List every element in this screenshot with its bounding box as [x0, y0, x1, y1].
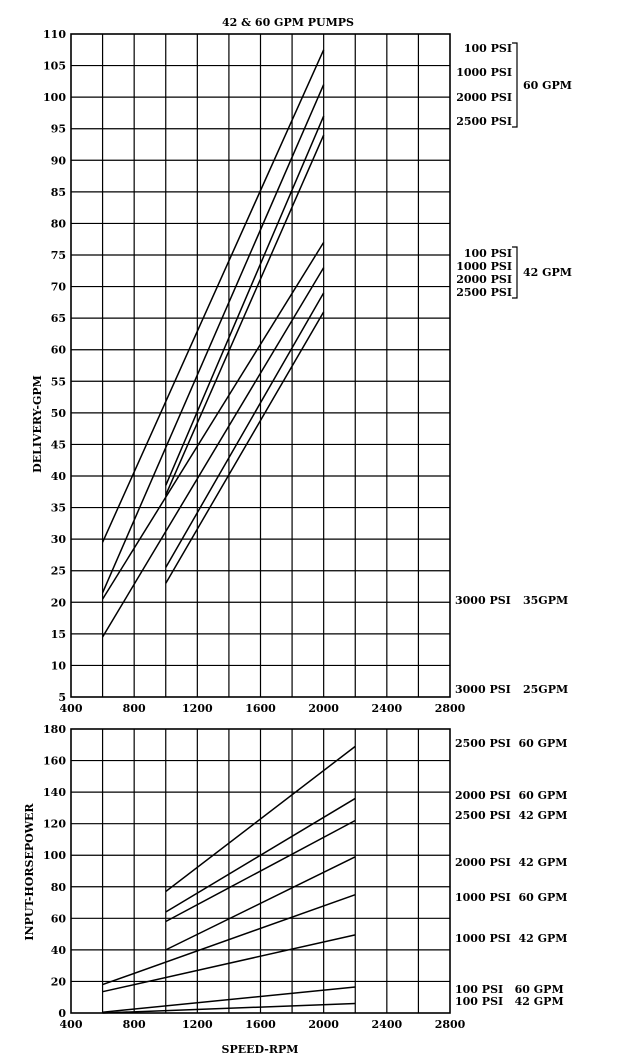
series-line-6: [103, 268, 324, 637]
legend-60-label-4: 2500 PSI: [456, 115, 512, 128]
speed-x-axis-label: SPEED-RPM: [221, 1043, 299, 1056]
annotation-3000psi-35-psi: 3000 PSI: [455, 594, 511, 607]
series-label-1: 2500 PSI 60 GPM: [455, 737, 568, 750]
legend-42-group-label: 42 GPM: [523, 266, 572, 279]
horsepower-chart: [23, 723, 567, 1056]
legend-42-label-4: 2500 PSI: [456, 286, 512, 299]
legend-group-42gpm: [456, 247, 572, 299]
y-tick-label: 80: [50, 880, 66, 894]
delivery-grid: [71, 34, 450, 697]
y-tick-label: 105: [43, 59, 66, 73]
y-tick-label: 140: [43, 786, 66, 800]
y-tick-label: 30: [50, 533, 66, 547]
x-tick-label: 1600: [245, 702, 276, 715]
x-tick-label: 1200: [182, 1018, 213, 1031]
series-label-5: 1000 PSI 60 GPM: [455, 891, 568, 904]
x-tick-label: 1600: [245, 1018, 276, 1031]
x-tick-label: 1200: [182, 702, 213, 715]
y-tick-label: 50: [50, 406, 66, 420]
delivery-y-axis-label: DELIVERY-GPM: [31, 375, 44, 473]
series-label-6: 1000 PSI 42 GPM: [455, 932, 568, 945]
y-tick-label: 20: [50, 975, 66, 989]
y-tick-label: 10: [50, 659, 66, 673]
series-label-8: 100 PSI 42 GPM: [455, 995, 564, 1008]
y-tick-label: 40: [50, 470, 66, 483]
y-tick-label: 60: [50, 912, 66, 926]
delivery-chart-title: 42 & 60 GPM PUMPS: [222, 16, 354, 29]
y-tick-label: 0: [58, 1007, 66, 1020]
x-tick-label: 2800: [434, 702, 466, 715]
y-tick-label: 100: [43, 849, 66, 863]
y-tick-label: 20: [50, 596, 66, 610]
legend-60-bracket: [512, 43, 517, 127]
delivery-x-ticks: [60, 702, 466, 715]
x-tick-label: 2400: [371, 1018, 403, 1031]
series-line-8: [166, 312, 324, 584]
y-tick-label: 100: [43, 91, 66, 105]
delivery-series-lines: [103, 50, 324, 637]
series-label-3: 2500 PSI 42 GPM: [455, 809, 568, 822]
y-tick-label: 25: [50, 564, 66, 578]
x-tick-label: 2800: [434, 1018, 466, 1031]
series-line-4: [166, 135, 324, 495]
horsepower-series-labels: [455, 737, 567, 1008]
y-tick-label: 160: [43, 754, 66, 768]
legend-group-60gpm: [456, 42, 572, 128]
x-tick-label: 800: [122, 702, 146, 715]
series-label-2: 2000 PSI 60 GPM: [455, 789, 568, 802]
y-tick-label: 180: [43, 723, 66, 736]
legend-42-label-1: 100 PSI: [463, 247, 512, 260]
series-label-4: 2000 PSI 42 GPM: [455, 856, 568, 869]
y-tick-label: 40: [50, 943, 66, 957]
delivery-y-ticks: [43, 28, 66, 704]
y-tick-label: 85: [50, 185, 66, 199]
y-tick-label: 90: [50, 154, 66, 168]
y-tick-label: 70: [50, 280, 66, 294]
y-tick-label: 35: [50, 501, 66, 515]
y-tick-label: 15: [50, 627, 66, 641]
legend-42-bracket: [512, 247, 517, 298]
y-tick-label: 95: [50, 122, 66, 136]
horsepower-y-ticks: [43, 723, 66, 1020]
y-tick-label: 110: [43, 28, 66, 41]
y-tick-label: 80: [50, 217, 66, 231]
annotation-3000psi-25-gpm: 25GPM: [523, 683, 569, 696]
y-tick-label: 60: [50, 343, 66, 357]
y-tick-label: 45: [50, 438, 66, 452]
y-tick-label: 75: [50, 249, 66, 262]
legend-60-group-label: 60 GPM: [523, 79, 572, 92]
annotation-3000psi-25-psi: 3000 PSI: [455, 683, 511, 696]
x-tick-label: 2000: [308, 1018, 339, 1031]
horsepower-x-ticks: [60, 1018, 466, 1031]
x-tick-label: 400: [59, 702, 83, 715]
horsepower-y-axis-label: INPUT-HORSEPOWER: [23, 803, 36, 941]
delivery-chart: [31, 16, 572, 715]
legend-60-label-2: 1000 PSI: [456, 66, 512, 79]
annotation-3000psi-35-gpm: 35GPM: [523, 594, 569, 607]
legend-42-label-3: 2000 PSI: [456, 273, 512, 286]
x-tick-label: 400: [59, 1018, 83, 1031]
y-tick-label: 55: [50, 375, 66, 389]
x-tick-label: 2400: [371, 702, 403, 715]
legend-60-label-1: 100 PSI: [463, 42, 512, 55]
series-label-7: 100 PSI 60 GPM: [455, 983, 564, 996]
x-tick-label: 2000: [308, 702, 339, 715]
y-tick-label: 5: [58, 691, 66, 704]
x-tick-label: 800: [122, 1018, 146, 1031]
legend-60-label-3: 2000 PSI: [456, 91, 512, 104]
y-tick-label: 65: [50, 312, 66, 326]
y-tick-label: 120: [43, 817, 66, 831]
legend-42-label-2: 1000 PSI: [456, 260, 512, 273]
